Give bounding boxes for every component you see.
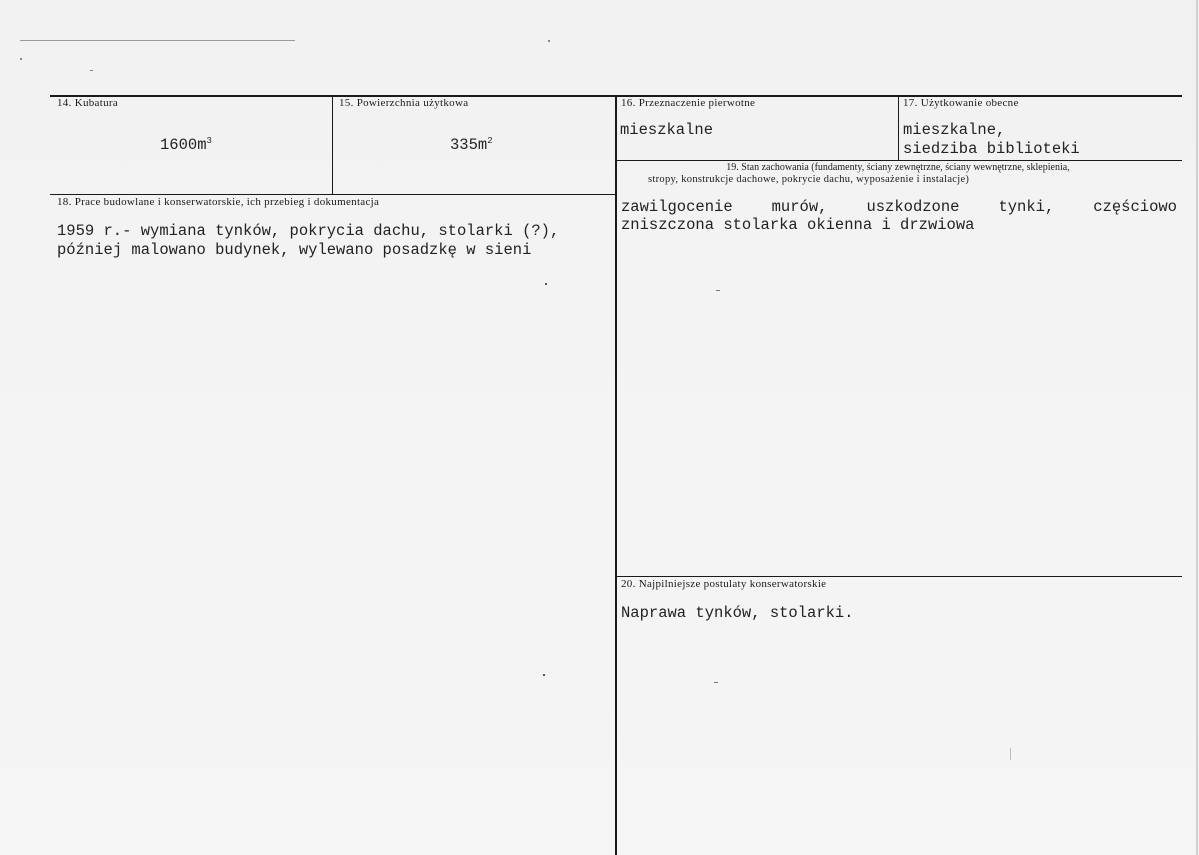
field-17-value-line-1: mieszkalne, xyxy=(903,121,1006,139)
field-18-value-line-1: 1959 r.- wymiana tynków, pokrycia dachu, stolarki (?), xyxy=(57,222,560,240)
scan-artifact-dot xyxy=(714,682,718,683)
scan-artifact-dot xyxy=(543,674,545,676)
scan-artifact-dot xyxy=(545,283,547,285)
scan-artifact-line xyxy=(1196,0,1198,855)
field-19-label-line-2: stropy, konstrukcje dachowe, pokrycie dachu, wyposażenie i instalacje) xyxy=(648,174,970,185)
scan-artifact-dot xyxy=(716,290,720,291)
field-20-value: Naprawa tynków, stolarki. xyxy=(621,604,854,622)
scan-artifact-dot xyxy=(90,70,93,71)
field-14-value-text: 1600m xyxy=(160,136,207,154)
field-16-label: 16. Przeznaczenie pierwotne xyxy=(621,97,756,109)
scan-artifact-dot xyxy=(20,58,22,60)
grid-center-divider xyxy=(615,95,617,855)
grid-line-above-20 xyxy=(616,576,1182,577)
scan-artifact-line xyxy=(1010,748,1011,760)
field-14-value xyxy=(160,136,212,155)
field-19-word: zawilgocenie xyxy=(621,198,733,216)
field-18-label: 18. Prace budowlane i konserwatorskie, ich przebieg i dokumentacja xyxy=(57,196,380,208)
field-18-value-line-2: później malowano budynek, wylewano posadzkę w sieni xyxy=(57,241,532,259)
field-20-label: 20. Najpilniejsze postulaty konserwatorskie xyxy=(621,578,827,590)
field-14-label: 14. Kubatura xyxy=(57,97,119,109)
field-19-value-line-1 xyxy=(621,198,1177,217)
field-19-word: tynki, xyxy=(998,198,1055,216)
grid-line-above-18 xyxy=(50,194,616,195)
field-16-value: mieszkalne xyxy=(620,121,714,139)
field-15-value xyxy=(450,136,493,155)
scan-artifact-dot xyxy=(548,40,550,42)
scan-artifact-line xyxy=(20,40,295,41)
field-19-word: częściowo xyxy=(1093,198,1177,216)
field-14-unit-exponent: 3 xyxy=(206,136,212,146)
field-19-word: murów, xyxy=(771,198,828,216)
field-17-value-line-2: siedziba biblioteki xyxy=(903,140,1080,158)
field-19-value-line-2: zniszczona stolarka okienna i drzwiowa xyxy=(621,216,975,234)
field-15-label: 15. Powierzchnia użytkowa xyxy=(339,97,469,109)
field-15-value-text: 335m xyxy=(450,136,488,154)
grid-divider-14-15 xyxy=(332,95,333,195)
field-15-unit-exponent: 2 xyxy=(487,136,493,146)
grid-divider-16-17 xyxy=(898,95,899,160)
field-17-label: 17. Użytkowanie obecne xyxy=(903,97,1019,109)
grid-line-above-19 xyxy=(616,160,1182,161)
field-19-label-line-1: 19. Stan zachowania (fundamenty, ściany zewnętrzne, ściany wewnętrzne, sklepienia, xyxy=(726,162,1070,173)
field-19-word: uszkodzone xyxy=(866,198,960,216)
